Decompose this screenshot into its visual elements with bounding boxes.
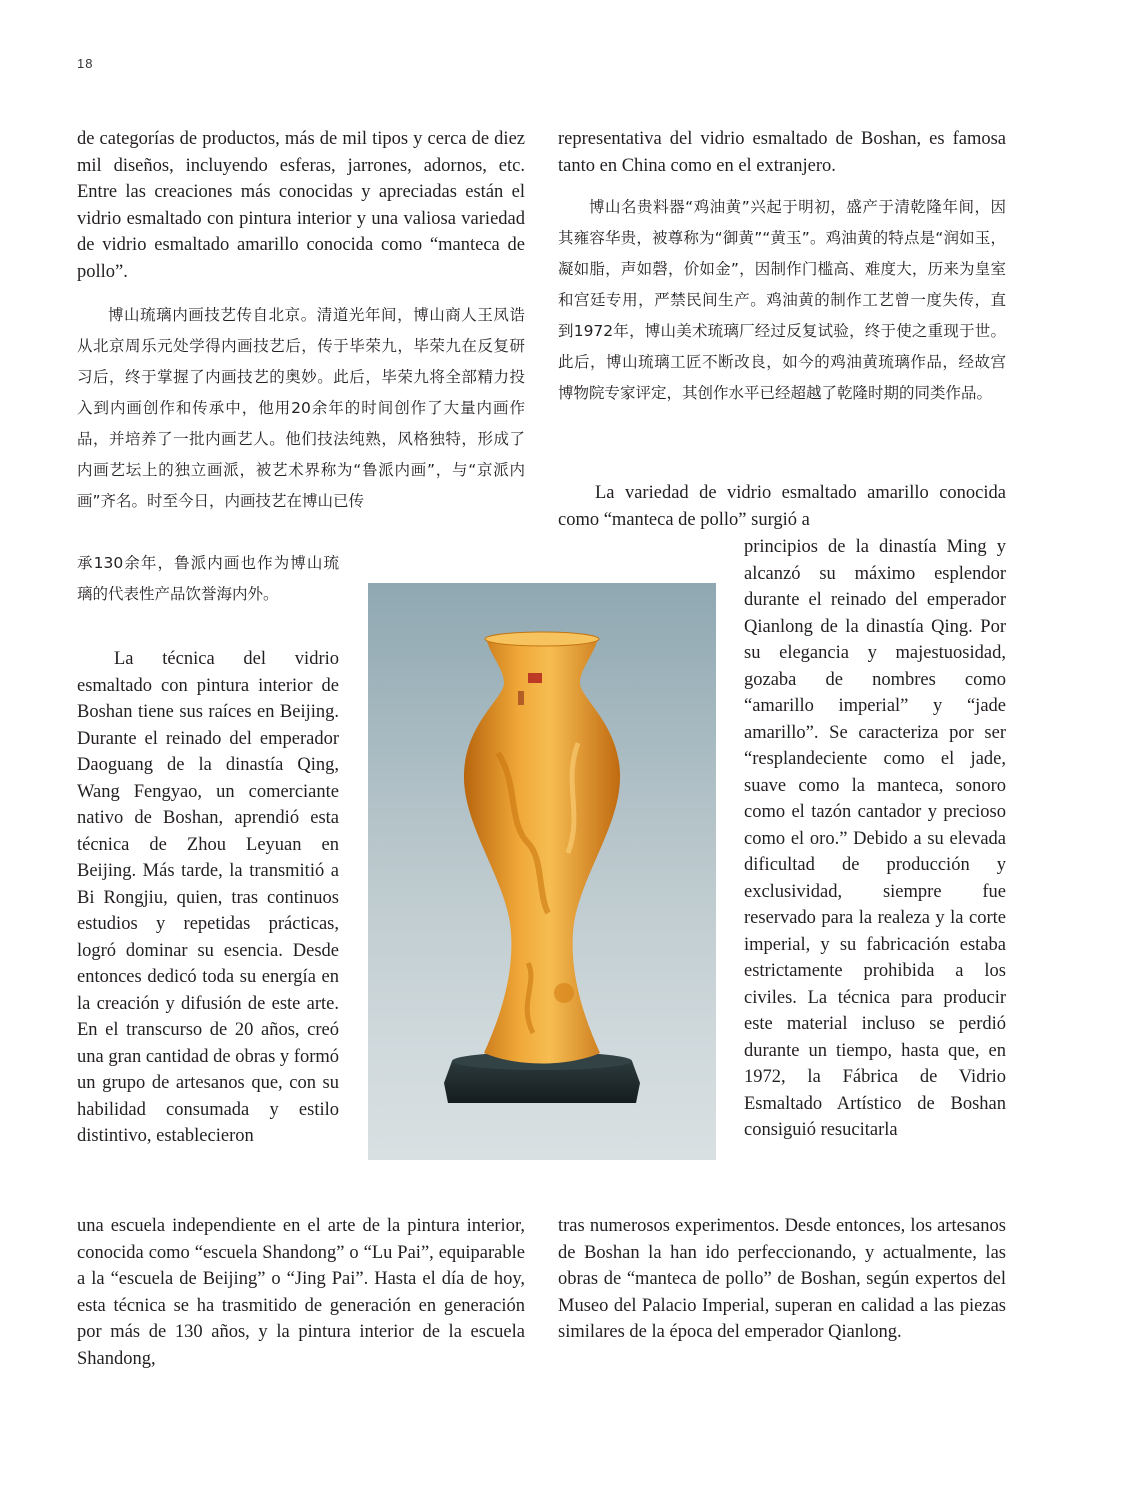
right-paragraph-1: representativa del vidrio esmaltado de Boshan, es famosa tanto en China como en el extranjero. xyxy=(558,129,1006,176)
page-number: 18 xyxy=(77,56,94,71)
vase-body xyxy=(464,638,620,1064)
right-paragraph-3-head: La variedad de vidrio esmaltado amarillo conocida como “manteca de pollo” surgió a xyxy=(558,483,1006,530)
left-paragraph-3: La técnica del vidrio esmaltado con pintura interior de Boshan tiene sus raíces en Beijing. Durante el reinado del emperador Daoguang de la dinastía Qing, Wang Fengyao, un comerciante nativo de Boshan, aprendió esta técnica de Zhou Leyuan en Beijing. Más tarde, la transmitió a Bi Rongjiu, quien, tras continuos estudios y repetidas prácticas, logró dominar su esencia. Desde entonces dedicó toda su energía en la creación y difusión de este arte. En el transcurso de 20 años, creó una gran cantidad de obras y formó un grupo de artesanos que, con su habilidad consumada y estilo distintivo, establecieron xyxy=(77,649,339,1146)
right-paragraph-3-wrap: principios de la dinastía Ming y alcanzó su máximo esplendor durante el reinado del emperador Qianlong de la dinastía Qing. Por su elegancia y majestuosidad, gozaba de nombres como “amarillo imperial” y “jade amarillo”. Se caracteriza por ser “resplandeciente como el jade, suave como la manteca, sonoro como el tazón cantador y precioso como el oro.” Debido a su elevada dificultad de producción y exclusividad, siempre fue reservado para la realeza y la corte imperial, y su fabricación estaba estrictamente prohibida a los civiles. La técnica para producir este material incluso se perdió durante un tiempo, hasta que, en 1972, la Fábrica de Vidrio Esmaltado Artístico de Boshan consiguió resucitarla xyxy=(744,537,1006,1140)
left-paragraph-3-continued: una escuela independiente en el arte de la pintura interior, conocida como “escuela Shandong” o “Lu Pai”, equiparable a la “escuela de Beijing” o “Jing Pai”. Hasta el día de hoy, esta técnica se ha trasmitido de generación en generación por más de 130 años, y la pintura interior de la escuela Shandong, xyxy=(77,1216,525,1369)
right-paragraph-3-continued: tras numerosos experimentos. Desde entonces, los artesanos de Boshan la han ido perfeccionando, y actualmente, las obras de “manteca de pollo” de Boshan, según expertos del Museo del Palacio Imperial, superan en calidad a las piezas similares de la época del emperador Qianlong. xyxy=(558,1216,1006,1342)
vase-illustration xyxy=(368,583,716,1160)
left-paragraph-2-chinese: 博山琉璃内画技艺传自北京。清道光年间，博山商人王凤诰从北京周乐元处学得内画技艺后，传于毕荣九，毕荣九在反复研习后，终于掌握了内画技艺的奥妙。此后，毕荣九将全部精力投入到内画创作和传承中，他用20余年的时间创作了大量内画作品，并培养了一批内画艺人。他们技法纯熟，风格独特，形成了内画艺坛上的独立画派，被艺术界称为“鲁派内画”，与“京派内画”齐名。时至今日，内画技艺在博山已传 xyxy=(77,306,525,510)
vase-photo xyxy=(368,583,716,1160)
right-paragraph-2-chinese: 博山名贵料器“鸡油黄”兴起于明初，盛产于清乾隆年间，因其雍容华贵，被尊称为“御黄”“黄玉”。鸡油黄的特点是“润如玉，凝如脂，声如磬，价如金”，因制作门槛高、难度大，历来为皇室和宫廷专用，严禁民间生产。鸡油黄的制作工艺曾一度失传，直到1972年，博山美术琉璃厂经过反复试验，终于使之重现于世。此后，博山琉璃工匠不断改良，如今的鸡油黄琉璃作品，经故宫博物院专家评定，其创作水平已经超越了乾隆时期的同类作品。 xyxy=(558,198,1006,402)
left-paragraph-2-chinese-wrap: 承130余年，鲁派内画也作为博山琉璃的代表性产品饮誉海内外。 xyxy=(77,554,339,603)
left-paragraph-1: de categorías de productos, más de mil tipos y cerca de diez mil diseños, incluyendo esferas, jarrones, adornos, etc. Entre las creaciones más conocidas y apreciadas están el vidrio esmaltado con pintura interior y una valiosa variedad de vidrio esmaltado amarillo conocida como “manteca de pollo”. xyxy=(77,129,525,282)
